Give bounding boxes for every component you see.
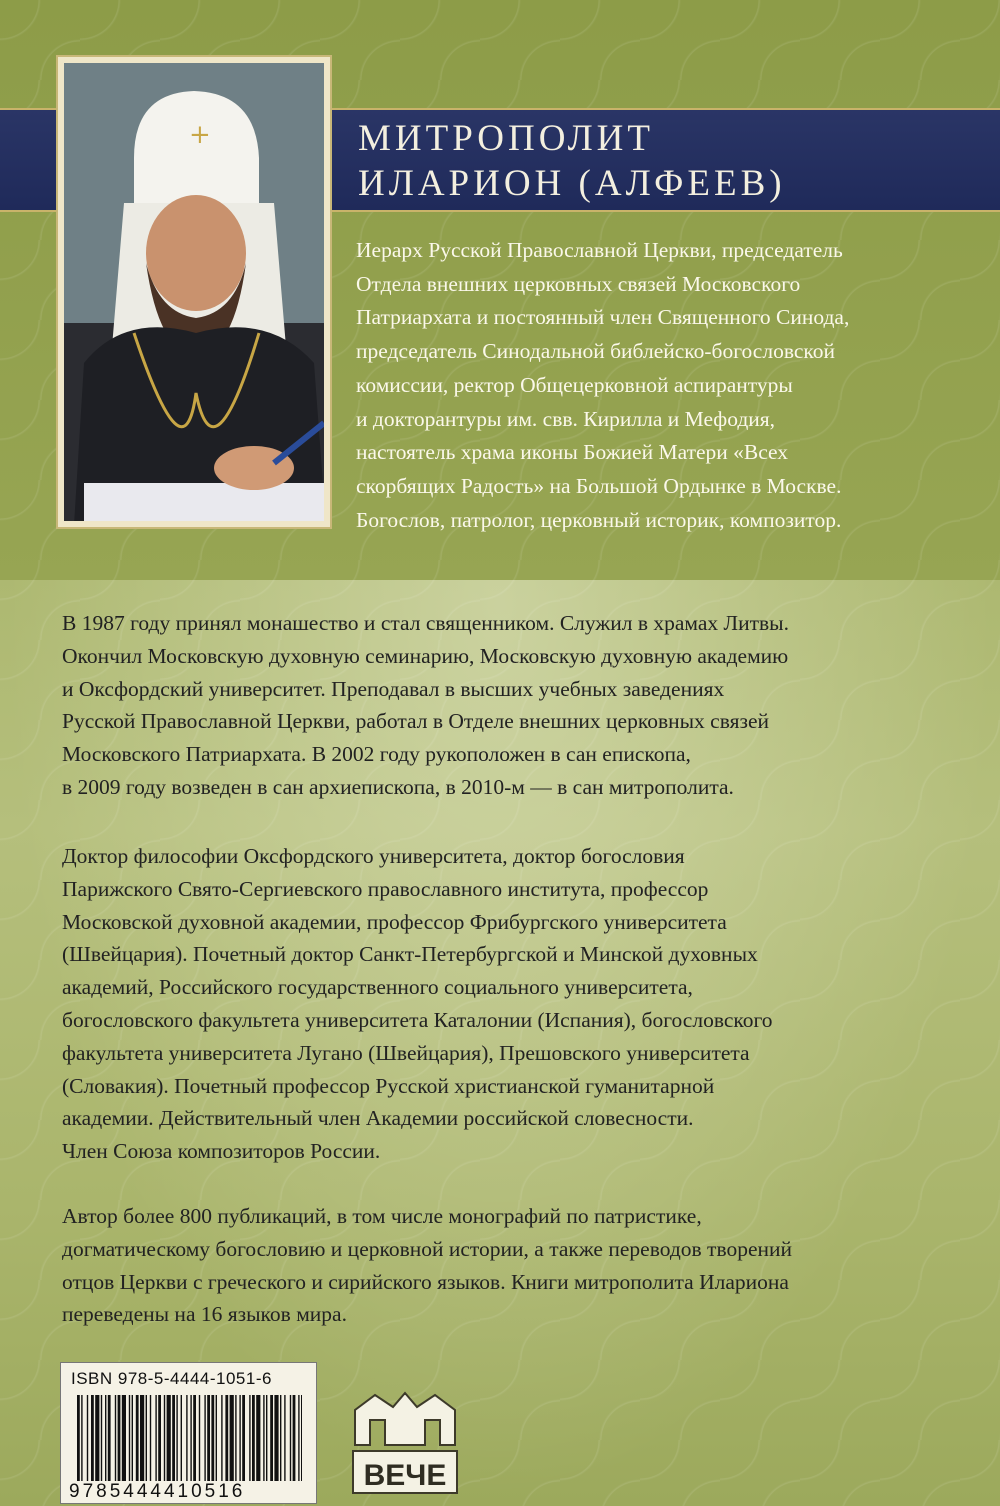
author-portrait-illustration bbox=[64, 63, 324, 521]
bio-line: Патриархата и постоянный член Священного Синода, bbox=[356, 305, 850, 330]
text-line: Московского Патриархата. В 2002 году рукоположен в сан епископа, bbox=[62, 742, 691, 767]
barcode-bar bbox=[242, 1395, 245, 1481]
barcode-bar bbox=[105, 1395, 106, 1481]
bio-line: скорбящих Радость» на Большой Ордынке в Москве. bbox=[356, 473, 842, 498]
author-photo bbox=[64, 63, 324, 521]
barcode-bar bbox=[186, 1395, 187, 1481]
barcode-bar bbox=[150, 1395, 151, 1481]
text-line: факультета университета Лугано (Швейцария), Прешовского университета bbox=[62, 1040, 750, 1065]
barcode-bar bbox=[225, 1395, 228, 1481]
barcode-bar bbox=[77, 1395, 80, 1481]
barcode-bar bbox=[204, 1395, 205, 1481]
barcode-bar bbox=[199, 1395, 200, 1481]
barcode-digits: 9785444410516 bbox=[69, 1481, 246, 1502]
barcode-bar bbox=[280, 1395, 281, 1481]
barcode-bar bbox=[263, 1395, 264, 1481]
text-line: (Словакия). Почетный профессор Русской христианской гуманитарной bbox=[62, 1073, 715, 1098]
barcode-bar bbox=[146, 1395, 147, 1481]
publisher-logo bbox=[345, 1385, 465, 1500]
barcode-bar bbox=[207, 1395, 210, 1481]
isbn-number: ISBN 978-5-4444-1051-6 bbox=[71, 1369, 272, 1388]
text-line: Доктор философии Оксфордского университета, доктор богословия bbox=[62, 844, 685, 868]
barcode-bar bbox=[158, 1395, 161, 1481]
barcode-bar bbox=[256, 1395, 260, 1481]
text-line: отцов Церкви с греческого и сирийского языков. Книги митрополита Илариона bbox=[62, 1269, 789, 1294]
paragraph-degrees bbox=[62, 840, 942, 1168]
author-name bbox=[358, 116, 786, 206]
barcode-bar bbox=[91, 1395, 94, 1481]
barcode-bar bbox=[101, 1395, 102, 1481]
barcode-bar bbox=[115, 1395, 116, 1481]
text-line: Автор более 800 публикаций, в том числе монографий по патристике, bbox=[62, 1204, 702, 1228]
isbn-barcode-box bbox=[60, 1362, 317, 1504]
barcode-bar bbox=[140, 1395, 144, 1481]
barcode-bar bbox=[270, 1395, 273, 1481]
barcode-bar bbox=[249, 1395, 250, 1481]
barcode-bar bbox=[211, 1395, 214, 1481]
barcode-bar bbox=[266, 1395, 267, 1481]
bio-line: и докторантуры им. свв. Кирилла и Мефодия, bbox=[356, 406, 776, 431]
barcode-bar bbox=[190, 1395, 191, 1481]
text-line: (Швейцария). Почетный доктор Санкт-Петербургской и Минской духовных bbox=[62, 942, 758, 967]
barcode-bar bbox=[118, 1395, 121, 1481]
paragraph-publications bbox=[62, 1200, 942, 1331]
barcode-bar bbox=[239, 1395, 240, 1481]
barcode-bar bbox=[193, 1395, 196, 1481]
bio-line: Иерарх Русской Православной Церкви, председатель bbox=[356, 238, 843, 262]
bio-summary bbox=[356, 234, 976, 537]
text-line: и Оксфордский университет. Преподавал в высших учебных заведениях bbox=[62, 676, 725, 701]
barcode-bar bbox=[136, 1395, 139, 1481]
text-line: академий, Российского государственного социального университета, bbox=[62, 975, 693, 1000]
bio-line: председатель Синодальной библейско-богословской bbox=[356, 339, 836, 364]
barcode-bar bbox=[122, 1395, 126, 1481]
barcode-bar bbox=[252, 1395, 255, 1481]
author-title: МИТРОПОЛИТ bbox=[358, 118, 654, 159]
text-line: Член Союза композиторов России. bbox=[62, 1139, 381, 1164]
text-line: переведены на 16 языков мира. bbox=[62, 1302, 347, 1327]
paragraph-career bbox=[62, 607, 942, 804]
barcode-bar bbox=[235, 1395, 236, 1481]
text-line: Парижского Свято-Сергиевского православного института, профессор bbox=[62, 876, 709, 901]
barcode-bar bbox=[81, 1395, 82, 1481]
barcode-bar bbox=[87, 1395, 88, 1481]
text-line: догматическому богословию и церковной истории, а также переводов творений bbox=[62, 1236, 793, 1261]
barcode-bar bbox=[95, 1395, 99, 1481]
bio-line: Отдела внешних церковных связей Московского bbox=[356, 271, 801, 296]
barcode-bar bbox=[216, 1395, 217, 1481]
barcode-bar bbox=[167, 1395, 171, 1481]
text-line: Московской духовной академии, профессор Фрибургского университета bbox=[62, 909, 727, 934]
publisher-name: ВЕЧЕ bbox=[363, 1459, 447, 1492]
svg-text:+: + bbox=[189, 120, 211, 150]
barcode-bar bbox=[230, 1395, 234, 1481]
text-line: академии. Действительный член Академии российской словесности. bbox=[62, 1106, 694, 1131]
barcode-icon bbox=[77, 1395, 302, 1481]
barcode-bar bbox=[284, 1395, 285, 1481]
barcode-bar bbox=[108, 1395, 111, 1481]
barcode-bar bbox=[221, 1395, 222, 1481]
author-fullname: ИЛАРИОН (АЛФЕЕВ) bbox=[358, 163, 786, 204]
barcode-bar bbox=[274, 1395, 278, 1481]
bio-line: настоятель храма иконы Божией Матери «Всех bbox=[356, 440, 789, 465]
text-line: богословского факультета университета Каталонии (Испания), богословского bbox=[62, 1007, 773, 1032]
text-line: В 1987 году принял монашество и стал священником. Служил в храмах Литвы. bbox=[62, 611, 789, 635]
barcode-bar bbox=[176, 1395, 177, 1481]
barcode-bar bbox=[301, 1395, 302, 1481]
barcode-bar bbox=[129, 1395, 130, 1481]
barcode-bar bbox=[290, 1395, 291, 1481]
barcode-bar bbox=[293, 1395, 296, 1481]
text-line: Окончил Московскую духовную семинарию, Московскую духовную академию bbox=[62, 643, 789, 668]
barcode-bar bbox=[155, 1395, 156, 1481]
barcode-bar bbox=[164, 1395, 165, 1481]
text-line: в 2009 году возведен в сан архиепископа, в 2010-м — в сан митрополита. bbox=[62, 774, 734, 799]
bio-line: комиссии, ректор Общецерковной аспирантуры bbox=[356, 372, 793, 397]
publisher-logo-icon bbox=[345, 1385, 465, 1500]
barcode-bar bbox=[172, 1395, 175, 1481]
author-photo-frame bbox=[56, 55, 332, 529]
text-line: Русской Православной Церкви, работал в Отделе внешних церковных связей bbox=[62, 709, 770, 734]
barcode-bar bbox=[181, 1395, 182, 1481]
barcode-bar bbox=[132, 1395, 133, 1481]
barcode-bar bbox=[298, 1395, 299, 1481]
bio-line: Богослов, патролог, церковный историк, композитор. bbox=[356, 507, 842, 532]
